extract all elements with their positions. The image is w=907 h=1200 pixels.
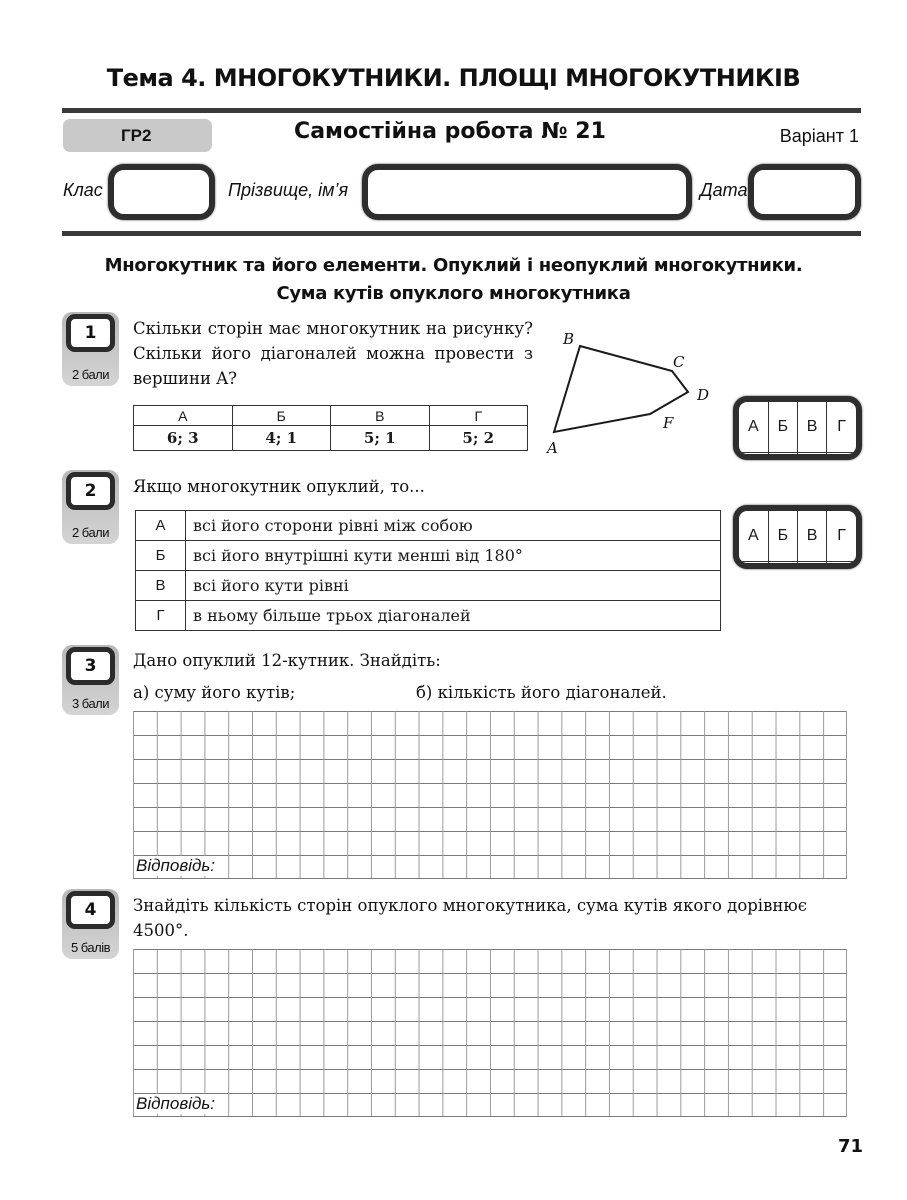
vertex-label-d: D [697, 386, 710, 404]
question-points: 3 бали [71, 696, 110, 711]
answer-letter: Г [827, 511, 856, 562]
date-field[interactable] [748, 164, 861, 220]
option-letter: А [136, 511, 186, 541]
polygon-figure [535, 320, 735, 460]
answer-letter: Г [827, 402, 856, 453]
vertex-label-c: C [673, 353, 685, 371]
option-letter: Г [136, 601, 186, 631]
divider-top [62, 108, 861, 113]
question-1-text: Скільки сторін має многокутник на рисунку? Скільки його діагоналей можна провести з вершини A? [133, 319, 533, 388]
vertex-label-a: A [547, 439, 558, 457]
question-3-badge [62, 645, 119, 715]
question-3-text: Дано опуклий 12-кутник. Знайдіть: [133, 651, 441, 670]
option-letter: А [134, 406, 233, 426]
class-field[interactable] [108, 164, 215, 220]
question-number: 3 [66, 647, 115, 685]
answer-letter: Б [768, 511, 797, 562]
option-value: 6; 3 [134, 426, 233, 451]
option-row [136, 541, 721, 571]
section-heading [0, 252, 907, 308]
variant-label: Варіант 1 [779, 126, 859, 146]
question-2-badge [62, 470, 119, 544]
answer-cell-v[interactable] [798, 562, 827, 563]
answer-letter: Б [768, 402, 797, 453]
question-number: 2 [66, 472, 115, 510]
option-row [136, 601, 721, 631]
topic-title: Тема 4. МНОГОКУТНИКИ. ПЛОЩІ МНОГОКУТНИКІВ [106, 64, 801, 92]
class-label: Клас [63, 180, 103, 200]
option-letter: Б [136, 541, 186, 571]
divider-bottom [62, 231, 861, 236]
answer-cell-b[interactable] [768, 562, 797, 563]
option-letter: В [136, 571, 186, 601]
question-3-part-a: а) суму його кутів; [133, 683, 296, 702]
option-text: всі його сторони рівні між собою [186, 511, 721, 541]
page-number: 71 [838, 1136, 864, 1157]
name-label: Прізвище, ім’я [228, 180, 349, 200]
answer-cell-a[interactable] [739, 562, 768, 563]
option-value: 5; 1 [331, 426, 430, 451]
question-1-options-table [133, 405, 528, 451]
question-2-options-table [135, 510, 721, 631]
answer-label: Відповідь: [136, 1094, 218, 1114]
answer-letter: А [739, 402, 768, 453]
answer-letter: В [798, 402, 827, 453]
question-1-badge [62, 312, 119, 386]
option-text: в ньому більше трьох діагоналей [186, 601, 721, 631]
option-row [136, 571, 721, 601]
answer-cell-g[interactable] [827, 562, 856, 563]
question-3-part-b: б) кількість його діагоналей. [416, 683, 667, 702]
option-value: 5; 2 [429, 426, 528, 451]
work-title: Самостійна робота № 21 [294, 119, 606, 144]
section-heading-line-2: Сума кутів опуклого многокутника [276, 283, 631, 304]
option-letter: В [331, 406, 430, 426]
answer-cell-b[interactable] [768, 453, 797, 454]
answer-cell-v[interactable] [798, 453, 827, 454]
question-4-badge [62, 889, 119, 959]
section-heading-line-1: Многокутник та його елементи. Опуклий і неопуклий многокутники. [104, 255, 803, 276]
name-field[interactable] [362, 164, 692, 220]
question-number: 4 [66, 891, 115, 929]
question-number: 1 [66, 314, 115, 352]
option-letter: Г [429, 406, 528, 426]
option-text: всі його внутрішні кути менші від 180° [186, 541, 721, 571]
answer-letter: А [739, 511, 768, 562]
answer-cell-g[interactable] [827, 453, 856, 454]
question-3-work-grid[interactable] [133, 711, 847, 879]
question-points: 5 балів [70, 940, 111, 955]
answer-label: Відповідь: [136, 856, 218, 876]
option-row [136, 511, 721, 541]
question-2-answer-box [733, 505, 862, 569]
vertex-label-f: F [663, 414, 674, 432]
option-value: 4; 1 [232, 426, 331, 451]
date-label: Дата [700, 180, 748, 200]
vertex-label-b: B [563, 330, 575, 348]
question-4-work-grid[interactable] [133, 949, 847, 1117]
question-points: 2 бали [71, 525, 110, 540]
group-badge: ГР2 [63, 119, 212, 152]
question-2-text: Якщо многокутник опуклий, то... [133, 477, 425, 496]
question-1-answer-box [733, 396, 862, 460]
question-points: 2 бали [71, 367, 110, 382]
question-4-text: Знайдіть кількість сторін опуклого многокутника, сума кутів якого дорівнює 4500°. [133, 896, 807, 940]
option-text: всі його кути рівні [186, 571, 721, 601]
option-letter: Б [232, 406, 331, 426]
answer-cell-a[interactable] [739, 453, 768, 454]
answer-letter: В [798, 511, 827, 562]
